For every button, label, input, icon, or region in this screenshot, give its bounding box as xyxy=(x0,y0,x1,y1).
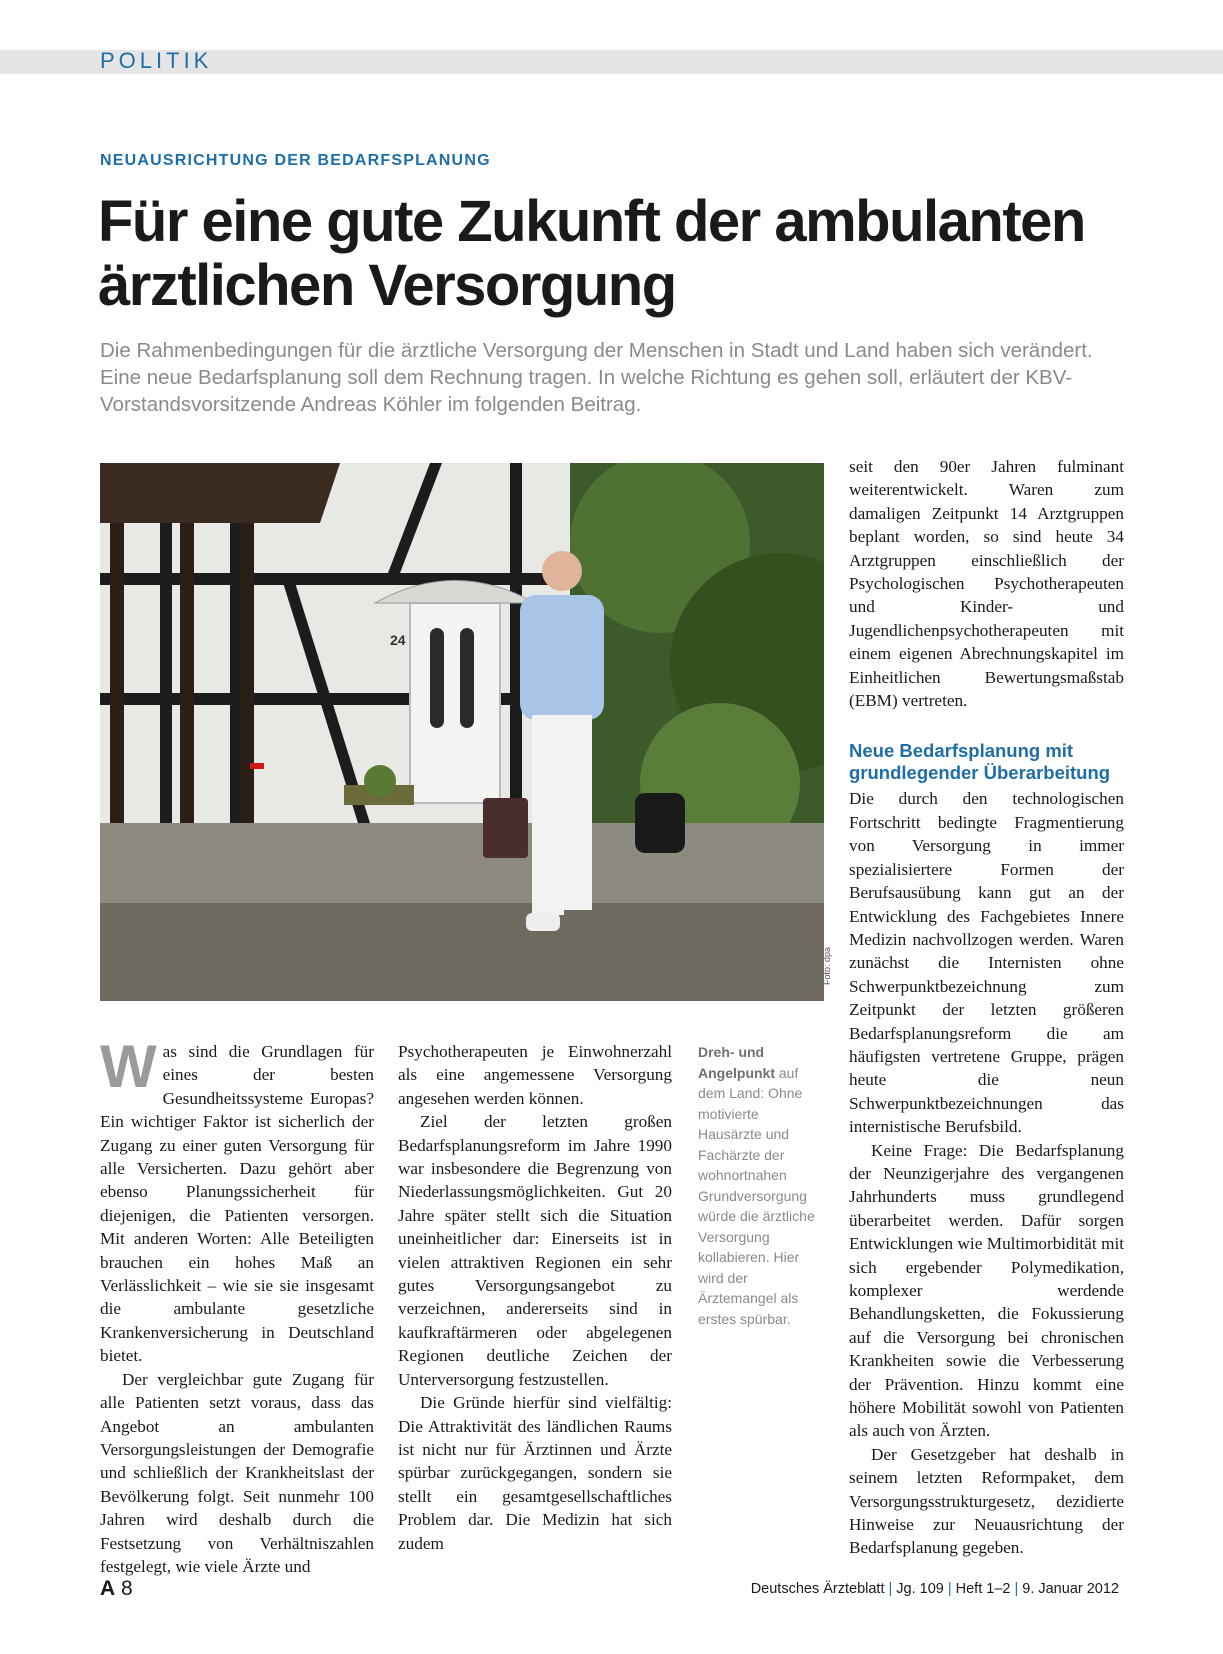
article-photo xyxy=(100,463,824,1001)
caption-text: auf dem Land: Ohne motivierte Hausärzte und Fachärzte der wohnortnahen Grundversorgung würde die ärztliche Versorgung kollabieren. Hier wird der Ärztemangel als erstes spürbar. xyxy=(698,1064,815,1327)
footer-citation: Deutsches Ärzteblatt | Jg. 109 | Heft 1–2 | 9. Januar 2012 xyxy=(750,1581,1119,1597)
drop-cap: W xyxy=(100,1033,157,1100)
page-number: A 8 xyxy=(100,1577,133,1600)
paragraph: Psychotherapeuten je Einwohnerzahl als eine angemessene Versorgung angesehen werden können. xyxy=(398,1042,672,1108)
article-headline: Für eine gute Zukunft der ambulanten ärztlichen Versorgung xyxy=(98,189,1085,318)
article-lead: Die Rahmenbedingungen für die ärztliche Versorgung der Menschen in Stadt und Land haben sich verändert. Eine neue Bedarfsplanung soll dem Rechnung tragen. In welche Richtung es gehen soll, erläutert der KBV-Vorstandsvorsitzende Andreas Köhler im folgenden Beitrag. xyxy=(100,339,1093,416)
journal-name: Deutsches Ärzteblatt xyxy=(750,1581,885,1597)
paragraph: Die durch den technologischen Fortschritt bedingte Fragmentierung von Versorgung in immer spezialisiertere Formen der Berufsausübung kann gut an der Entwicklung des Fachgebietes Innere Medizin nachvollzogen werden. Waren zunächst die Internisten ohne Schwerpunktbezeichnung zum Zeitpunkt der letzten größeren Bedarfsplanungsreform die am häufigsten vertretene Gruppe, prägen heute die neun Schwerpunktbezeichnungen das internistische Berufsbild. xyxy=(849,789,1124,1137)
paragraph: Der vergleichbar gute Zugang für alle Patienten setzt voraus, dass das Angebot an ambulanten Versorgungsleistungen der Demografie und schließlich der Krankheitslast der Bevölkerung folgt. Seit nunmehr 100 Jahren wird deshalb durch die Festsetzung von Verhältniszahlen festgelegt, wie viele Ärzte und xyxy=(100,1369,374,1576)
article-kicker: NEUAUSRICHTUNG DER BEDARFSPLANUNG xyxy=(100,152,491,169)
doctor-photo-illustration xyxy=(100,463,824,1001)
volume: Jg. 109 xyxy=(896,1581,944,1597)
section-label: POLITIK xyxy=(100,48,213,73)
paragraph: Die Gründe hierfür sind vielfältig: Die Attraktivität des ländlichen Raums ist nicht nur für Ärztinnen und Ärzte spürbar zurückgegangen, sondern sie stellt ein gesamtgesellschaftliches Problem dar. Die Medizin hat sich zudem xyxy=(398,1393,672,1553)
photo-credit: Foto: dpa xyxy=(822,946,832,985)
text-column-1 xyxy=(100,1033,374,1578)
caption-bold: Dreh- und Angelpunkt xyxy=(698,1044,775,1081)
paragraph: seit den 90er Jahren fulminant weiterentwickelt. Waren zum damaligen Zeitpunkt 14 Arztgruppen beplant worden, so sind heute 34 Arztgruppen einschließlich der Psychologischen Psychotherapeuten und Kinder- und Jugendlichenpsychotherapeuten mit einem eigenen Abrechnungskapitel im Einheitlichen Bewertungsmaßstab (EBM) vertreten. xyxy=(849,457,1124,711)
paragraph: Der Gesetzgeber hat deshalb in seinem letzten Reformpaket, dem Versorgungsstrukturgesetz, dezidierte Hinweise zur Neuausrichtung der Bedarfsplanung gegeben. xyxy=(849,1444,1124,1558)
issue: Heft 1–2 xyxy=(955,1581,1011,1597)
date: 9. Januar 2012 xyxy=(1022,1581,1119,1597)
paragraph: Ziel der letzten großen Bedarfsplanungsreform im Jahre 1990 war insbesondere die Begrenzung von Niederlassungsmöglichkeiten. Gut 20 Jahre später stellt sich die Situation uneinheitlicher dar: Einerseits ist in vielen attraktiven Regionen ein sehr gutes Versorgungsangebot zu verzeichnen, andererseits sind in kaufkraftärmeren oder abgelegenen Regionen deutliche Zeichen der Unterversorgung festzustellen. xyxy=(398,1112,672,1389)
subheading: Neue Bedarfsplanung mit grundlegender Überarbeitung xyxy=(849,740,1111,784)
paragraph: Was sind die Grundlagen für eines der besten Gesundheitssysteme Europas? Ein wichtiger Faktor ist sicherlich der Zugang zu einer guten Versorgung für alle Versicherten. Dazu gehört aber ebenso Planungssicherheit für diejenigen, die Patienten versorgen. Mit anderen Worten: Alle Beteiligten brauchen ein hohes Maß an Verlässlichkeit – wie sie sie insgesamt die ambulante gesetzliche Krankenversicherung in Deutschland bietet. xyxy=(100,1033,374,1366)
text-column-4 xyxy=(849,455,1124,1560)
house-number: 24 xyxy=(390,632,406,648)
photo-caption xyxy=(698,1042,826,1329)
text-column-2 xyxy=(398,1040,672,1555)
paragraph: Keine Frage: Die Bedarfsplanung der Neunzigerjahre des vergangenen Jahrhunderts muss grundlegend überarbeitet werden. Dafür sorgen Entwicklungen wie Multimorbidität mit sich ergebender Polymedikation, komplexer werdende Behandlungsketten, die Fokussierung auf die Versorgung bei chronischen Krankheiten sowie die Verbesserung der Prävention. Hinzu kommt eine höhere Mobilität sowohl von Patienten als auch von Ärzten. xyxy=(849,1140,1124,1441)
